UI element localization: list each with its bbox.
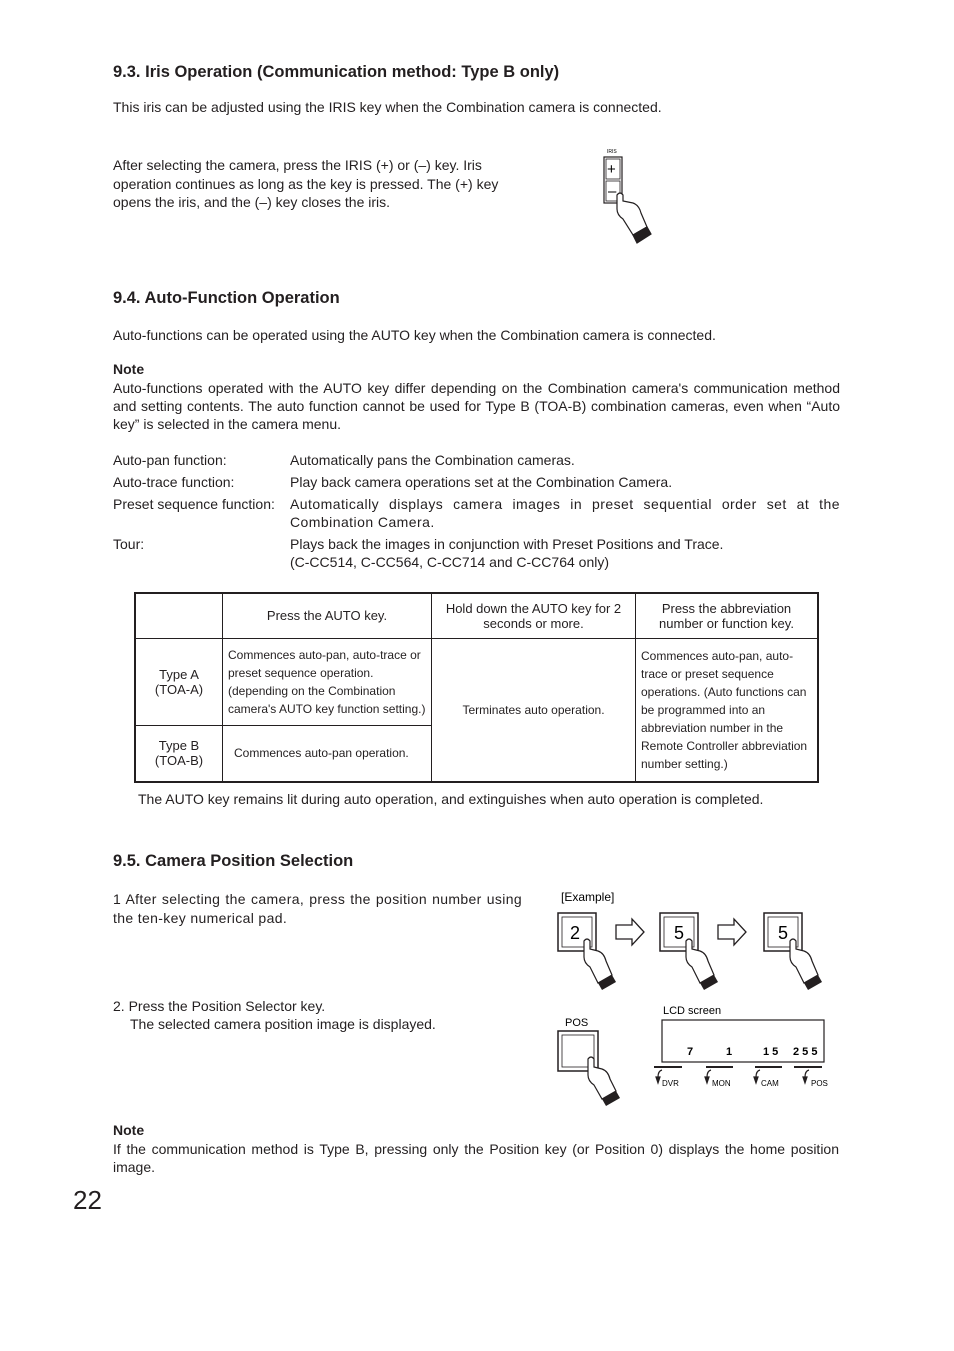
lcd-field-markers xyxy=(654,1067,822,1083)
iris-body: After selecting the camera, press the IRIS (+) or (–) key. Iris operation continues as long as the key is pressed. The (+) key opens the iris, and the (–) key closes the iris. xyxy=(113,157,499,210)
section-heading-position: 9.5. Camera Position Selection xyxy=(113,852,354,870)
position-note-label: Note xyxy=(113,1122,145,1138)
function-term: Auto-trace function: xyxy=(113,474,235,490)
table-header-cell xyxy=(135,593,223,638)
lcd-screen xyxy=(662,1020,824,1062)
ten-key-5 xyxy=(764,913,822,990)
abbrev-cell: Commences auto-pan, auto-trace or preset sequence operations. (Auto functions can be programmed into an abbreviation number in the Remote Controller abbreviation number setting.) xyxy=(636,638,819,782)
arrow-right-icon xyxy=(718,919,746,945)
ten-key-5 xyxy=(660,913,718,990)
position-step2a: 2. Press the Position Selector key. xyxy=(113,998,326,1014)
pressing-finger-icon xyxy=(686,939,714,983)
arrow-right-icon xyxy=(616,919,644,945)
position-note-text: If the communication method is Type B, pressing only the Position key (or Position 0) displays the home position image. xyxy=(113,1141,839,1175)
table-header-row xyxy=(135,593,818,638)
lcd-value-cam: 1 5 xyxy=(763,1046,779,1058)
section-heading-auto: 9.4. Auto-Function Operation xyxy=(113,289,340,307)
lcd-field-mon: MON xyxy=(712,1079,731,1088)
function-desc: Play back camera operations set at the Combination Camera. xyxy=(290,474,673,490)
table-header-cell: Press the AUTO key. xyxy=(223,593,432,638)
auto-intro: Auto-functions can be operated using the AUTO key when the Combination camera is connected. xyxy=(113,327,716,343)
function-desc xyxy=(290,535,840,571)
iris-intro: This iris can be adjusted using the IRIS key when the Combination camera is connected. xyxy=(113,99,662,115)
position-step1: 1 After selecting the camera, press the position number using the ten-key numerical pad. xyxy=(113,891,522,926)
function-desc-line1: Plays back the images in conjunction with Preset Positions and Trace. xyxy=(290,536,724,552)
pressing-finger-icon xyxy=(617,193,651,243)
type-a-label: Type A (TOA-A) xyxy=(135,638,223,725)
function-term: Auto-pan function: xyxy=(113,452,227,468)
type-a-press-cell: Commences auto-pan, auto-trace or preset sequence operation. (depending on the Combination camera's AUTO key function setting.) xyxy=(223,638,432,725)
table-header-cell: Press the abbreviation number or function key. xyxy=(636,593,819,638)
lcd-field-dvr: DVR xyxy=(662,1079,679,1088)
auto-note-label: Note xyxy=(113,361,145,377)
ten-key-label: 2 xyxy=(570,923,581,943)
function-desc-line2: (C-CC514, C-CC564, C-CC714 and C-CC764 only) xyxy=(290,554,609,570)
function-term: Tour: xyxy=(113,536,145,552)
lcd-field-cam: CAM xyxy=(761,1079,779,1088)
pressing-finger-icon xyxy=(588,1057,616,1099)
iris-minus-glyph: – xyxy=(608,183,617,200)
function-term: Preset sequence function: xyxy=(113,496,275,512)
function-desc: Automatically displays camera images in preset sequential order set at the Combination Camera. xyxy=(290,496,840,530)
ten-key-label: 5 xyxy=(674,923,685,943)
auto-key-table xyxy=(134,592,819,783)
auto-function-list xyxy=(113,451,840,571)
lcd-field-pos: POS xyxy=(811,1079,828,1088)
position-step2b: The selected camera position image is displayed. xyxy=(130,1016,436,1032)
table-header-cell: Hold down the AUTO key for 2 seconds or more. xyxy=(432,593,636,638)
lcd-value-pos: 2 5 5 xyxy=(793,1046,818,1058)
pressing-finger-icon xyxy=(790,939,818,983)
iris-plus-glyph: + xyxy=(607,161,616,178)
auto-after-table: The AUTO key remains lit during auto operation, and extinguishes when auto operation is completed. xyxy=(138,791,764,807)
pos-key xyxy=(558,1031,620,1106)
type-b-label: Type B (TOA-B) xyxy=(135,725,223,782)
section-heading-iris: 9.3. Iris Operation (Communication method: Type B only) xyxy=(113,63,560,81)
pressing-finger-icon xyxy=(584,939,612,983)
iris-key-label: IRIS xyxy=(607,149,617,155)
iris-key-illustration xyxy=(595,145,655,250)
type-b-press-cell: Commences auto-pan operation. xyxy=(223,725,432,782)
ten-key-2 xyxy=(558,913,616,990)
page-number: 22 xyxy=(73,1185,102,1215)
lcd-value-mon: 1 xyxy=(726,1046,733,1058)
lcd-value-dvr: 7 xyxy=(687,1046,694,1058)
ten-key-label: 5 xyxy=(778,923,789,943)
example-label: [Example] xyxy=(561,890,615,904)
function-desc: Automatically pans the Combination cameras. xyxy=(290,452,575,468)
pos-key-label: POS xyxy=(565,1017,589,1029)
hold-cell: Terminates auto operation. xyxy=(432,638,636,782)
table-row xyxy=(135,638,818,725)
position-example-illustration xyxy=(550,885,840,1110)
auto-note-text: Auto-functions operated with the AUTO key differ depending on the Combination camera's communication method and setting contents. The auto function cannot be used for Type B (TOA-B) combination cameras, even when “Auto key” is selected in the camera menu. xyxy=(113,380,840,432)
lcd-screen-label: LCD screen xyxy=(663,1005,722,1017)
